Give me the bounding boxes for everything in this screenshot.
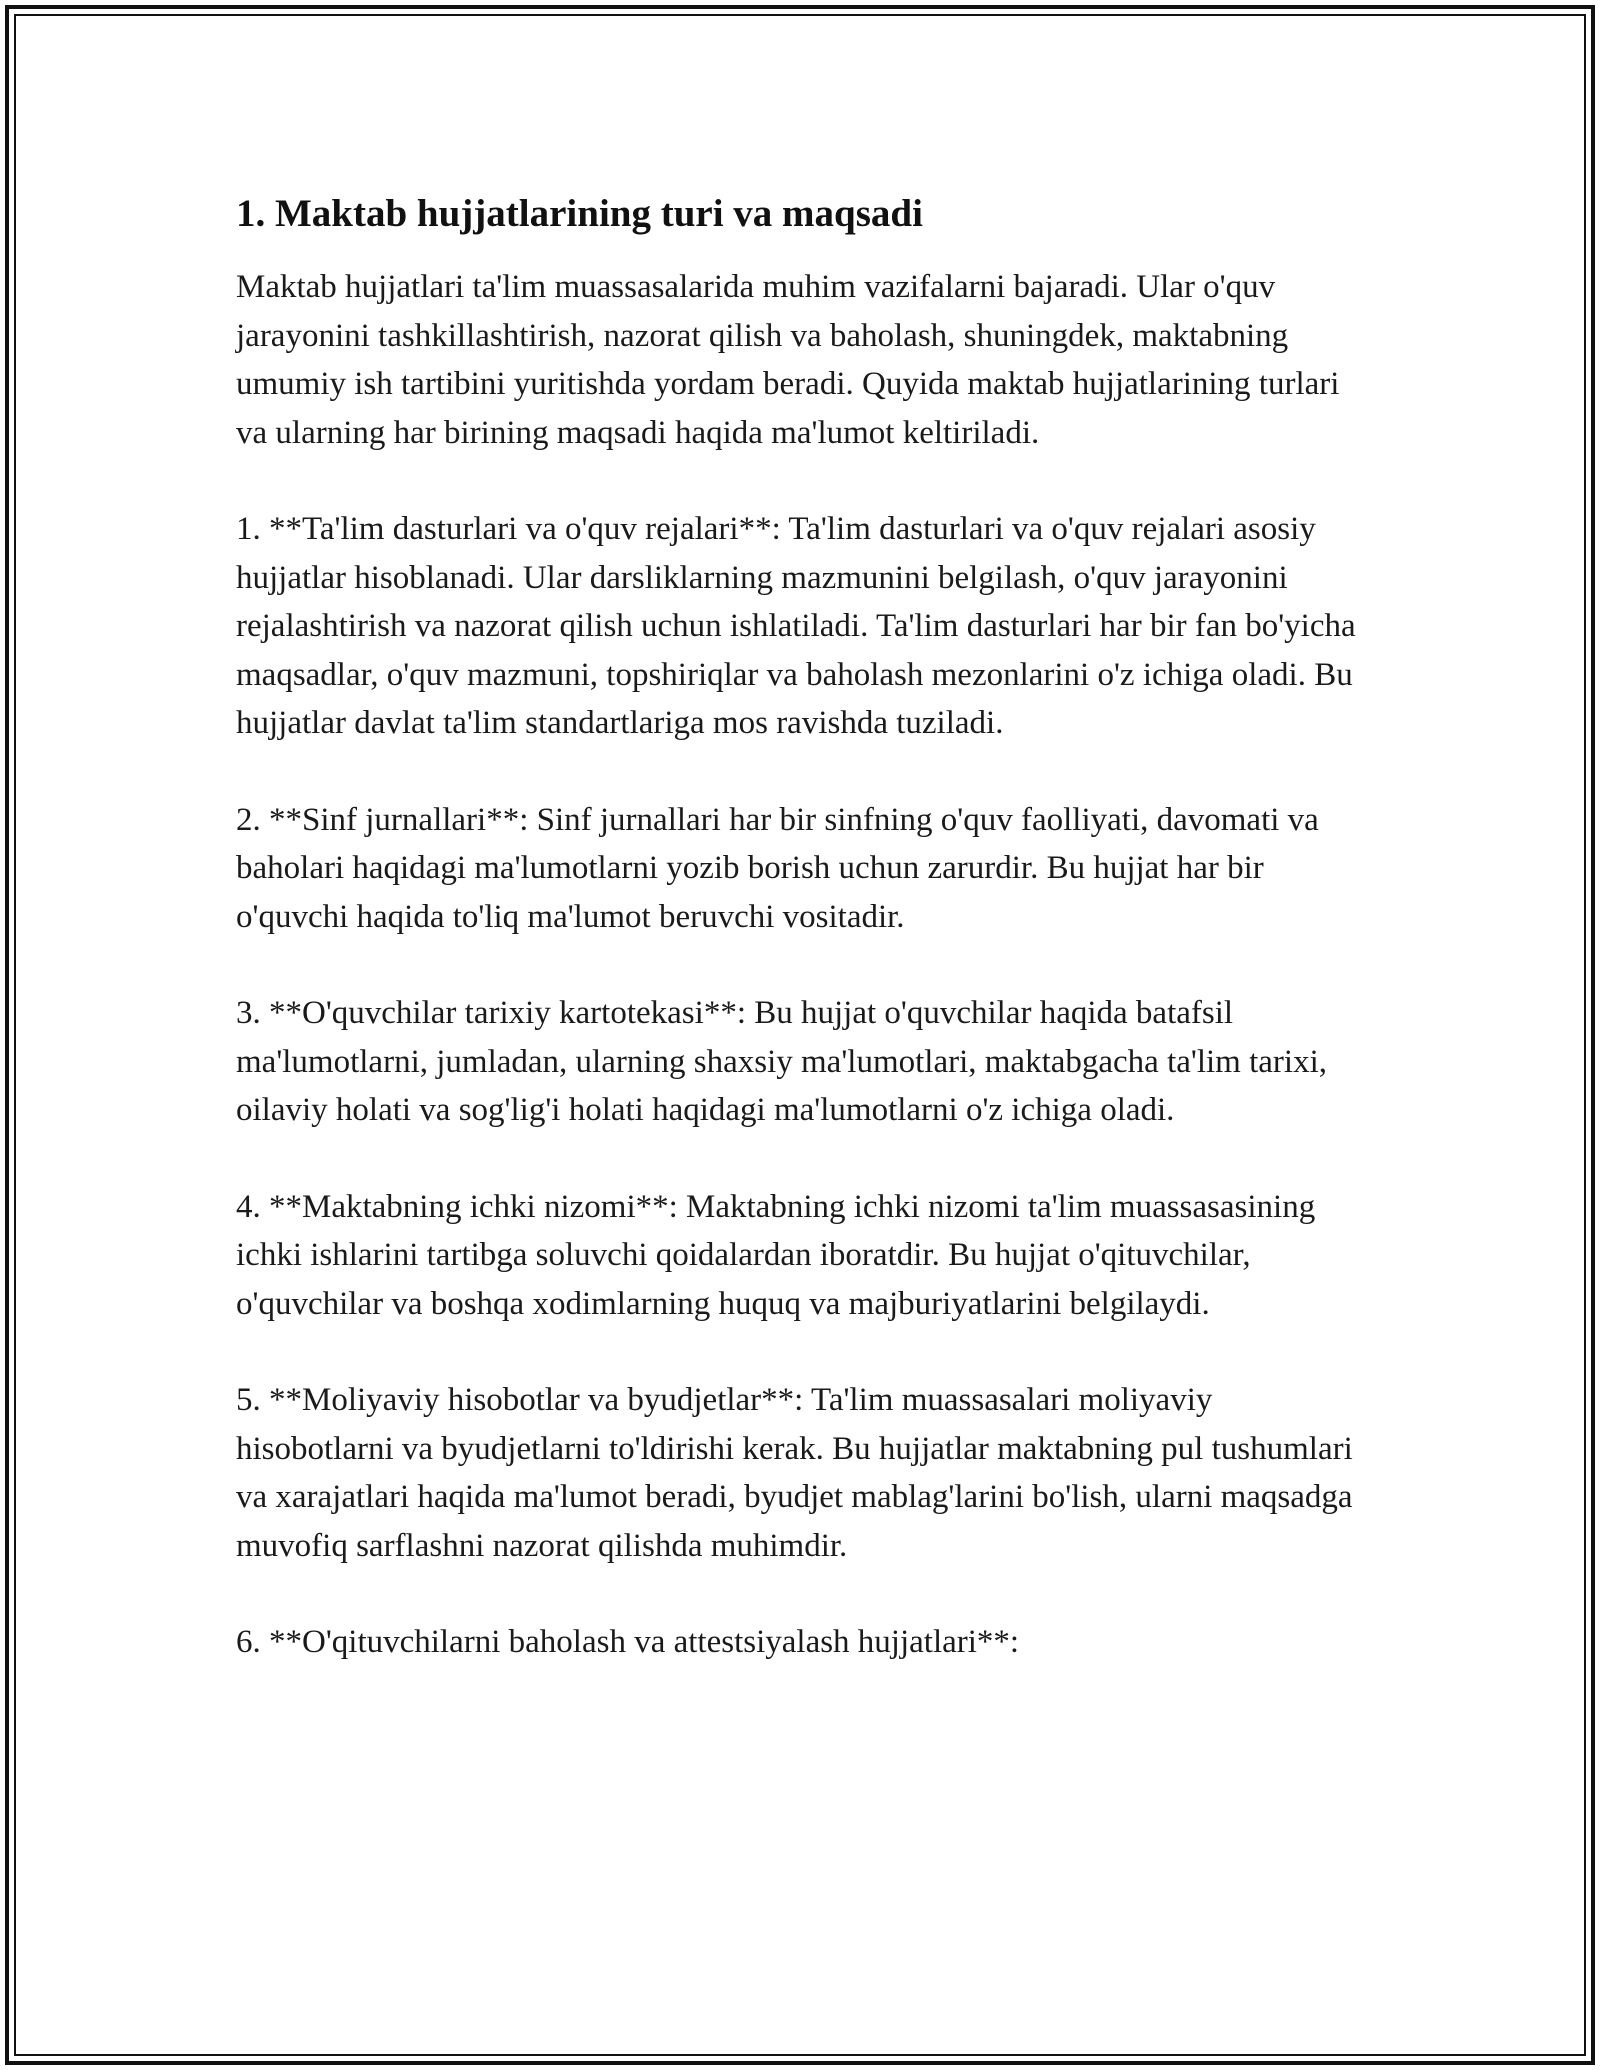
list-item-2: 2. **Sinf jurnallari**: Sinf jurnallari har bir sinfning o'quv faolliyati, davomati va baholari haqidagi ma'lumotlarni yozib borish uchun zarurdir. Bu hujjat har bir o'quvchi haqida to'liq ma'lumot beruvchi vositadir. (236, 801, 1319, 935)
list-item-5: 5. **Moliyaviy hisobotlar va byudjetlar**: Ta'lim muassasalari moliyaviy hisobotlarni va byudjetlarni to'ldirishi kerak. Bu hujjatlar maktabning pul tushumlari va xarajatlari haqida ma'lumot beradi, byudjet mablag'larini bo'lish, ularni maqsadga muvofiq sarflashni nazorat qilishda muhimdir. (236, 1382, 1353, 1564)
document-body (236, 186, 1366, 1667)
list-item-3: 3. **O'quvchilar tarixiy kartotekasi**: Bu hujjat o'quvchilar haqida batafsil ma'lumotlarni, jumladan, ularning shaxsiy ma'lumotlari, maktabgacha ta'lim tarixi, oilaviy holati va sog'lig'i holati haqidagi ma'lumotlarni o'z ichiga oladi. (236, 995, 1327, 1128)
document-title: 1. Maktab hujjatlarining turi va maqsadi (236, 192, 923, 235)
list-item-4: 4. **Maktabning ichki nizomi**: Maktabning ichki nizomi ta'lim muassasasining ichki ishlarini tartibga soluvchi qoidalardan iboratdir. Bu hujjat o'qituvchilar, o'quvchilar va boshqa xodimlarning huquq va majburiyatlarini belgilaydi. (236, 1188, 1316, 1322)
list-item-6: 6. **O'qituvchilarni baholash va attestsiyalash hujjatlari**: (236, 1624, 1020, 1660)
list-item-1: 1. **Ta'lim dasturlari va o'quv rejalari**: Ta'lim dasturlari va o'quv rejalari asosiy hujjatlar hisoblanadi. Ular darsliklarning mazmunini belgilash, o'quv jarayonini rejalashtirish va nazorat qilish uchun ishlatiladi. Ta'lim dasturlari har bir fan bo'yicha maqsadlar, o'quv mazmuni, topshiriqlar va baholash mezonlarini o'z ichiga oladi. Bu hujjatlar davlat ta'lim standartlariga mos ravishda tuziladi. (236, 511, 1356, 741)
intro-paragraph: Maktab hujjatlari ta'lim muassasalarida muhim vazifalarni bajaradi. Ular o'quv jarayonini tashkillashtirish, nazorat qilish va baholash, shuningdek, maktabning umumiy ish tartibini yuritishda yordam beradi. Quyida maktab hujjatlarining turlari va ularning har birining maqsadi haqida ma'lumot keltiriladi. (236, 269, 1340, 451)
